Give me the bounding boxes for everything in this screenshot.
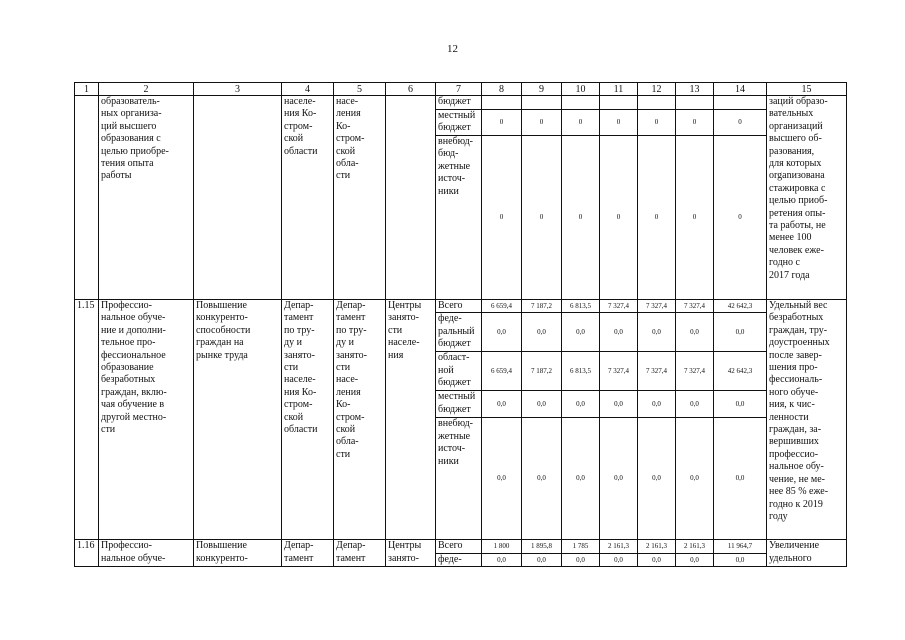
indicator-cell: Увеличение удельного [767,540,847,567]
indicator-cell: Удельный вес безработных граждан, тру- доустроенных после завер- шения про- фессиональ- ного обуче- ния, к чис- ленности граждан, за- вершивших профессио- нальное обу- чение, не ме- нее 85 % еже- годно к 2019 году [767,300,847,540]
value-cell: 0,0 [600,553,638,566]
value-cell: 7 327,4 [638,352,676,391]
value-cell: 2 161,3 [600,540,638,553]
value-cell: 0,0 [600,313,638,352]
value-cell: 6 813,5 [562,352,600,391]
activity-name: образователь- ных организа- ций высшего образования с целью приобре- тения опыта работы [99,96,194,300]
participant-cell: Центры занято- [386,540,436,567]
value-cell: 0 [522,136,562,300]
goal-cell [194,96,282,300]
value-cell: 2 161,3 [676,540,714,553]
value-cell: 0 [482,136,522,300]
value-cell [600,96,638,110]
value-cell: 7 327,4 [600,352,638,391]
value-cell: 0,0 [522,313,562,352]
funding-source: област- ной бюджет [436,352,482,391]
row-number: 1.15 [75,300,99,540]
funding-source: Всего [436,540,482,553]
value-cell: 0 [714,110,767,136]
value-cell: 7 327,4 [600,300,638,313]
header-cell: 7 [436,83,482,96]
value-cell: 7 327,4 [676,352,714,391]
value-cell [482,96,522,110]
indicator-cell: заций образо- вательных организаций высшего об- разования, для которых organизована стажировка с целью приоб- ретения опы- та работы, не менее 100 человек еже- годно с 2017 года [767,96,847,300]
header-cell: 12 [638,83,676,96]
value-cell [522,96,562,110]
header-cell: 9 [522,83,562,96]
value-cell: 0,0 [638,418,676,540]
value-cell: 7 187,2 [522,352,562,391]
value-cell: 0,0 [638,313,676,352]
header-cell: 13 [676,83,714,96]
goal-cell: Повышение конкуренто- [194,540,282,567]
funding-source: феде- ральный бюджет [436,313,482,352]
value-cell: 1 785 [562,540,600,553]
cell-number [75,96,99,300]
header-cell: 4 [282,83,334,96]
value-cell: 0 [600,110,638,136]
executor-cell: Депар- тамент [282,540,334,567]
value-cell [638,96,676,110]
executor-cell: населе- ния Ко- стром- ской области [282,96,334,300]
value-cell: 0,0 [714,313,767,352]
header-cell: 11 [600,83,638,96]
header-cell: 10 [562,83,600,96]
goal-cell: Повышение конкуренто- способности граждан на рынке труда [194,300,282,540]
header-row [75,83,847,96]
value-cell [676,96,714,110]
activity-name: Профессио- нальное обуче- ние и дополни- тельное про- фессиональное образование безработных граждан, вклю- чая обучение в другой местно- сти [99,300,194,540]
funding-source: местный бюджет [436,110,482,136]
value-cell: 0 [600,136,638,300]
value-cell: 0,0 [482,391,522,418]
value-cell: 0 [638,136,676,300]
header-cell: 5 [334,83,386,96]
funding-source: внебюд- бюд- жетные источ- ники [436,136,482,300]
value-cell: 0 [676,136,714,300]
value-cell: 1 800 [482,540,522,553]
header-cell: 14 [714,83,767,96]
value-cell: 0 [482,110,522,136]
funding-source: местный бюджет [436,391,482,418]
value-cell: 0,0 [676,313,714,352]
value-cell: 0 [562,136,600,300]
executor-cell: Депар- тамент по тру- ду и занято- сти населе- ния Ко- стром- ской области [282,300,334,540]
value-cell: 0,0 [600,391,638,418]
coexecutor-cell: Депар- тамент [334,540,386,567]
value-cell: 6 813,5 [562,300,600,313]
funding-source: феде- [436,553,482,566]
header-cell: 8 [482,83,522,96]
value-cell: 0,0 [482,553,522,566]
funding-source: внебюд- жетные источ- ники [436,418,482,540]
coexecutor-cell: насе- ления Ко- стром- ской обла- сти [334,96,386,300]
funding-source: бюджет [436,96,482,110]
value-cell: 2 161,3 [638,540,676,553]
value-cell: 42 642,3 [714,352,767,391]
funding-source: Всего [436,300,482,313]
value-cell: 0,0 [638,553,676,566]
participant-cell: Центры занято- сти населе- ния [386,300,436,540]
value-cell: 0,0 [482,418,522,540]
value-cell: 0,0 [562,313,600,352]
header-cell: 2 [99,83,194,96]
value-cell: 42 642,3 [714,300,767,313]
header-cell: 15 [767,83,847,96]
participant-cell [386,96,436,300]
value-cell: 0,0 [714,418,767,540]
value-cell: 0,0 [482,313,522,352]
header-cell: 1 [75,83,99,96]
value-cell: 0,0 [562,391,600,418]
value-cell: 0,0 [522,418,562,540]
value-cell: 0,0 [714,553,767,566]
value-cell: 0 [676,110,714,136]
table-row [75,96,847,110]
budget-table [74,82,847,567]
value-cell: 6 659,4 [482,352,522,391]
value-cell: 0,0 [562,418,600,540]
value-cell: 0,0 [714,391,767,418]
value-cell: 0,0 [638,391,676,418]
value-cell: 0,0 [522,553,562,566]
value-cell: 0,0 [600,418,638,540]
value-cell: 7 327,4 [676,300,714,313]
header-cell: 3 [194,83,282,96]
value-cell [562,96,600,110]
value-cell: 0,0 [676,418,714,540]
value-cell: 0 [522,110,562,136]
value-cell: 0 [638,110,676,136]
value-cell: 0 [714,136,767,300]
value-cell: 0 [562,110,600,136]
value-cell: 0,0 [562,553,600,566]
value-cell: 11 964,7 [714,540,767,553]
activity-name: Профессио- нальное обуче- [99,540,194,567]
table-row [75,540,847,553]
value-cell: 1 895,8 [522,540,562,553]
value-cell: 0,0 [676,553,714,566]
header-cell: 6 [386,83,436,96]
value-cell: 6 659,4 [482,300,522,313]
value-cell: 7 327,4 [638,300,676,313]
value-cell: 0,0 [676,391,714,418]
row-number: 1.16 [75,540,99,567]
value-cell: 0,0 [522,391,562,418]
value-cell [714,96,767,110]
page-number: 12 [447,43,458,55]
value-cell: 7 187,2 [522,300,562,313]
coexecutor-cell: Депар- тамент по тру- ду и занято- сти насе- ления Ко- стром- ской обла- сти [334,300,386,540]
table-row [75,300,847,313]
